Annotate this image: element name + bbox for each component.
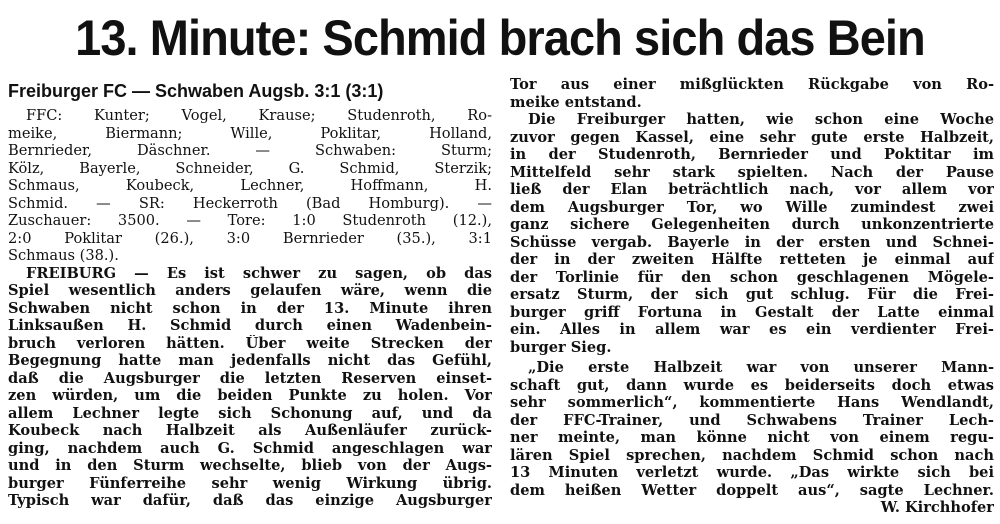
article-line: ner meinte, man könne nicht von einem regu- [510,429,994,446]
article-line: burger griff Fortuna in Gestalt der Latte einmal [510,303,994,321]
article-line: Typisch war dafür, daß das einzige Augsburger [8,492,492,509]
lineup-line: Schmaus, Koubeck, Lechner, Hoffmann, H. [8,177,492,194]
article-line: Schüsse vergab. Bayerle in der ersten und Schnei- [510,233,994,251]
lineup-block [8,107,492,265]
article-line: der FFC-Trainer, und Schwabens Trainer Lech- [510,411,994,429]
article-line: Tor aus einer mißglückten Rückgabe von Ro- [510,76,994,93]
lineup-line: Bernrieder, Däschner. — Schwaben: Sturm; [8,142,492,159]
article-line: daß die Augsburger die letzten Reserven einset- [8,369,492,387]
article-line: sehr sommerlich“, kommentierte Hans Wendlandt, [510,394,994,411]
article-body-left [8,265,492,510]
article-column-left [8,80,492,510]
lineup-line: Schmid. — SR: Heckerroth (Bad Homburg). — [8,194,492,212]
article-line: FREIBURG — Es ist schwer zu sagen, ob das [26,264,492,282]
article-line: Begegnung hatte man jedenfalls nicht das Gefühl, [8,352,492,369]
article-line: meike entstand. [510,93,642,111]
article-line: der Torlinie für den schon geschlagenen Mögele- [510,268,994,286]
article-line: burger Sieg. [510,338,612,356]
article-line: ersatz Sturm, der sich gut schlug. Für die Frei- [510,286,994,303]
article-line: 13 Minuten verletzt wurde. „Das wirkte sich bei [510,464,994,481]
lineup-line: 2:0 Poklitar (26.), 3:0 Bernrieder (35.), 3:1 [8,229,492,247]
article-column-right [510,76,994,517]
article-line: lären Spiel sprechen, nachdem Schmid schon nach [510,446,994,464]
article-line: Koubeck nach Halbzeit als Außenläufer zurück- [8,422,492,439]
lineup-line: meike, Biermann; Wille, Poklitar, Holland, [8,124,492,142]
article-line: bruch verloren hätten. Über weite Strecken der [8,334,492,352]
article-line: ging, nachdem auch G. Schmid angeschlagen war [8,439,492,457]
article-line: „Die erste Halbzeit war von unserer Mann- [528,359,994,376]
article-line: zuvor gegen Kassel, eine sehr gute erste Halbzeit, [510,128,994,146]
article-line: schaft gut, dann wurde es beiderseits doch etwas [510,376,994,394]
article-line: ein. Alles in allem war es ein verdienter Frei- [510,321,994,338]
lineup-line: Kölz, Bayerle, Schneider, G. Schmid, Sterzik; [8,159,492,177]
article-line: in der Studenroth, Bernrieder und Poktitar im [510,146,994,163]
article-line: Die Freiburger hatten, wie schon eine Woche [528,111,994,128]
article-line: zen würden, um die beiden Punkte zu holen. Vor [8,387,492,404]
article-line: dem heißen Wetter doppelt aus“, sagte Lechner. [510,481,994,499]
article-line: allem Lechner legte sich Schonung auf, und da [8,404,492,422]
author-byline: W. Kirchhofer [880,499,994,516]
lineup-line: Zuschauer: 3500. — Tore: 1:0 Studenroth (12.), [8,212,492,229]
match-result: Freiburger FC — Schwaben Augsb. 3:1 (3:1) [8,81,384,101]
article-line: Mittelfeld sehr stark spielten. Nach der Pause [510,163,994,181]
lineup-line: Schmaus (38.). [8,247,119,264]
article-line: Spiel wesentlich anders gelaufen wäre, wenn die [8,282,492,299]
lineup-line: FFC: Kunter; Vogel, Krause; Studenroth, Ro- [26,107,492,124]
article-line: dem Augsburger Tor, wo Wille zumindest zwei [510,198,994,216]
article-line: burger Fünferreihe sehr wenig Wirkung übrig. [8,474,492,492]
article-line: ganz sichere Gelegenheiten durch unkonzentrierte [510,216,994,233]
article-line: der in der zweiten Hälfte retteten je einmal auf [510,251,994,268]
headline: 13. Minute: Schmid brach sich das Bein [75,10,925,66]
article-line: Schwaben nicht schon in der 13. Minute ihren [8,299,492,317]
article-line: Linksaußen H. Schmid durch einen Wadenbein- [8,317,492,334]
article-line: und in den Sturm wechselte, blieb von der Augs- [8,457,492,474]
article-line: ließ der Elan beträchtlich nach, vor allem vor [510,181,994,198]
